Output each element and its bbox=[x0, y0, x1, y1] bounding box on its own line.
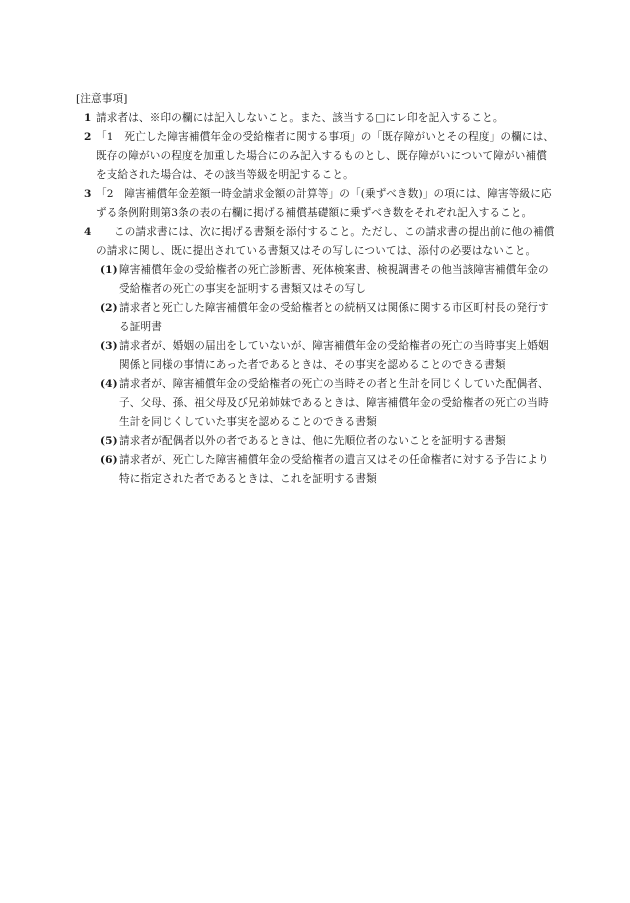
attachment-text: 請求者が、死亡した障害補償年金の受給権者の遺言又はその任命権者に対する予告により特に指定された者であるときは、これを証明する書類 bbox=[119, 454, 549, 485]
note-text: 「1 死亡した障害補償年金の受給権者に関する事項」の「既存障がいとその程度」の欄には、既存の障がいの程度を加重した場合にのみ記入するものとし、既存障がいについて障がい補償を支給された場合は、その該当等級を明記すること。 bbox=[96, 131, 555, 181]
attachment-text: 請求者が、障害補償年金の受給権者の死亡の当時その者と生計を同じくしていた配偶者、子、父母、孫、祖父母及び兄弟姉妹であるときは、障害補償年金の受給権者の死亡の当時生計を同じくしていた事実を認めることのできる書類 bbox=[119, 378, 549, 428]
note-number: 3 bbox=[84, 188, 92, 200]
note-number: 1 bbox=[84, 112, 92, 124]
note-number: 4 bbox=[84, 226, 92, 238]
note-item-2 bbox=[76, 128, 556, 185]
attachment-text: 請求者が配偶者以外の者であるときは、他に先順位者のないことを証明する書類 bbox=[119, 435, 506, 447]
attachment-item-6 bbox=[76, 451, 556, 489]
attachment-number: (4) bbox=[100, 378, 118, 390]
note-text: 「2 障害補償年金差額一時金請求金額の計算等」の「(乗ずべき数)」の項には、障害等級に応ずる条例附則第3条の表の右欄に掲げる補償基礎額に乗ずべき数をそれぞれ記入すること。 bbox=[96, 188, 552, 219]
attachment-item-3 bbox=[76, 337, 556, 375]
note-item-4 bbox=[76, 223, 556, 261]
attachment-item-4 bbox=[76, 375, 556, 432]
attachment-number: (3) bbox=[100, 340, 118, 352]
note-text: 請求者は、※印の欄には記入しないこと。また、該当する□にレ印を記入すること。 bbox=[96, 112, 504, 124]
note-item-3 bbox=[76, 185, 556, 223]
notes-heading: [注意事項] bbox=[76, 93, 128, 105]
attachment-text: 請求者が、婚姻の届出をしていないが、障害補償年金の受給権者の死亡の当時事実上婚姻関係と同様の事情にあった者であるときは、その事実を認めることのできる書類 bbox=[119, 340, 549, 371]
attachment-item-2 bbox=[76, 299, 556, 337]
attachment-number: (1) bbox=[100, 264, 118, 276]
attachment-text: 請求者と死亡した障害補償年金の受給権者との続柄又は関係に関する市区町村長の発行する証明書 bbox=[119, 302, 549, 333]
note-item-1 bbox=[76, 109, 556, 128]
attachment-item-1 bbox=[76, 261, 556, 299]
note-text: この請求書には、次に掲げる書類を添付すること。ただし、この請求書の提出前に他の補償の請求に関し、既に提出されている書類又はその写しについては、添付の必要はないこと。 bbox=[96, 226, 555, 257]
attachment-number: (2) bbox=[100, 302, 118, 314]
attachment-text: 障害補償年金の受給権者の死亡診断書、死体検案書、検視調書その他当該障害補償年金の受給権者の死亡の事実を証明する書類又はその写し bbox=[119, 264, 549, 295]
attachment-number: (5) bbox=[100, 435, 118, 447]
attachment-number: (6) bbox=[100, 454, 118, 466]
notes-section bbox=[76, 90, 556, 489]
attachment-item-5 bbox=[76, 432, 556, 451]
note-number: 2 bbox=[84, 131, 92, 143]
